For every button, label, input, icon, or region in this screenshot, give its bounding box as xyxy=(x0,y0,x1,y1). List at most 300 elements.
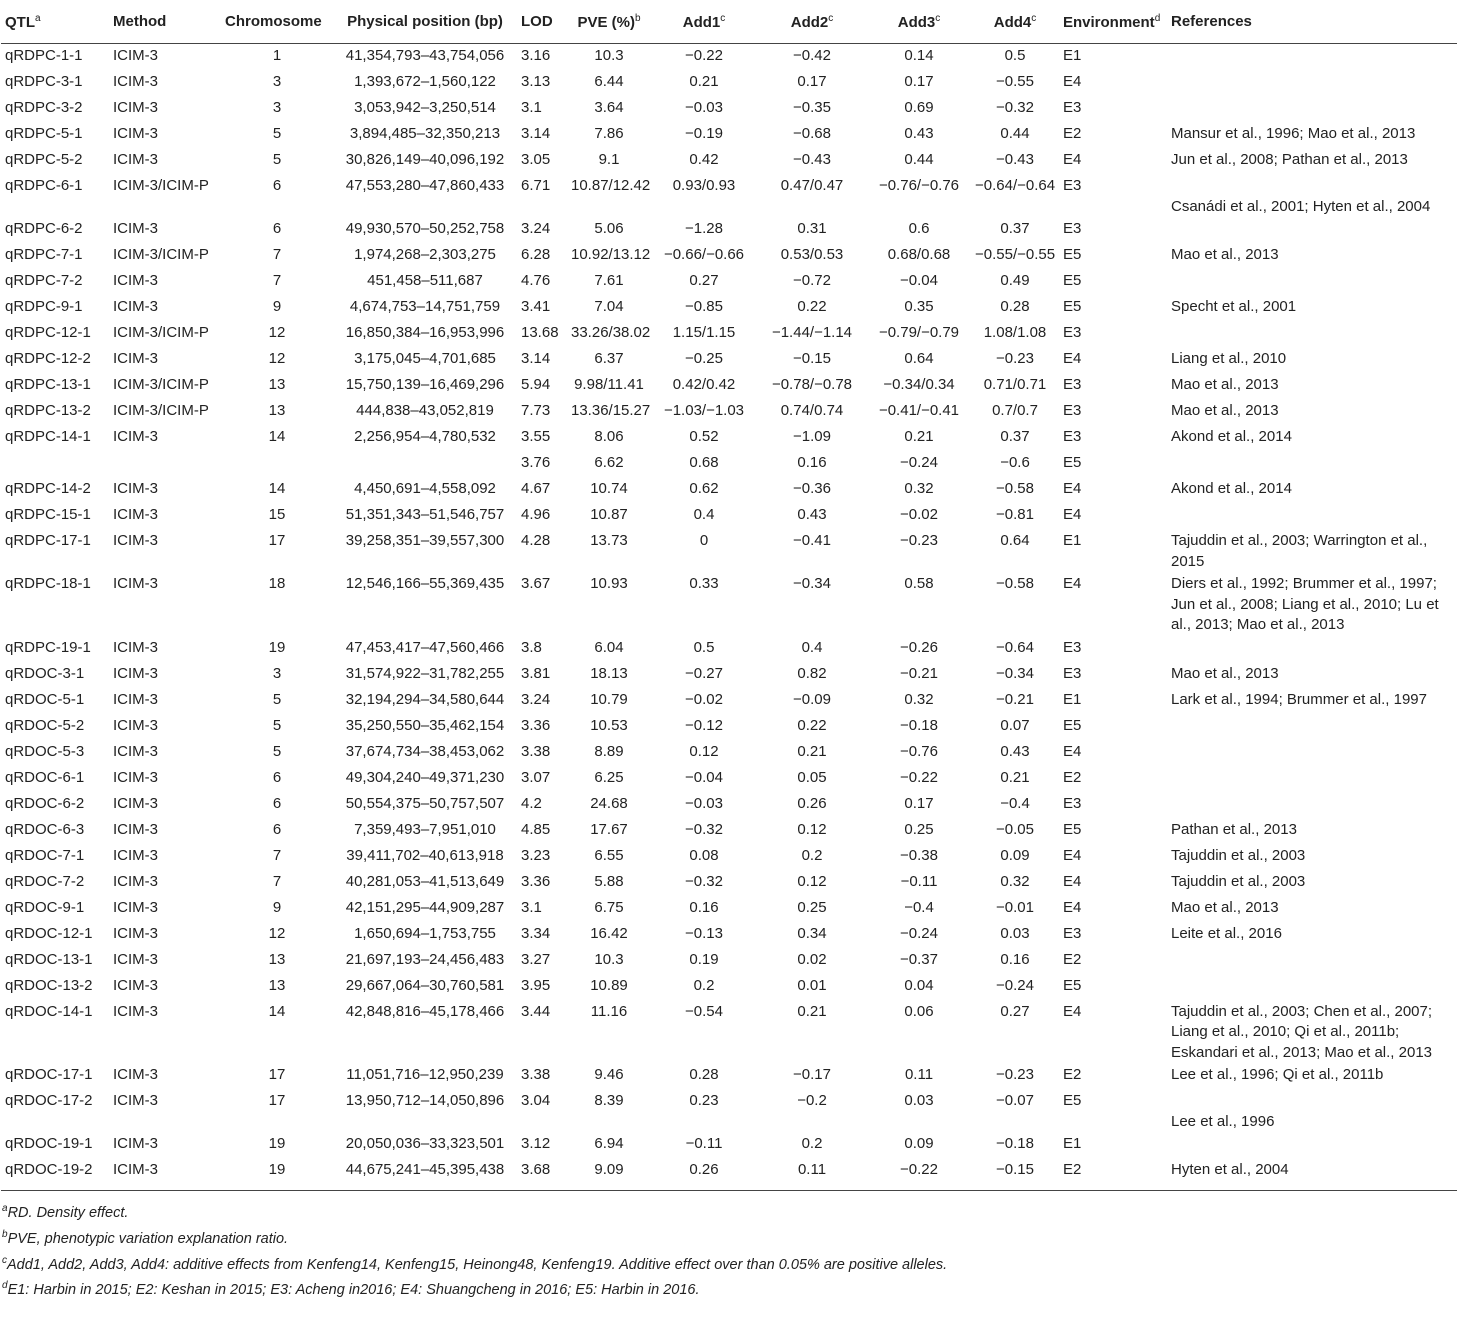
cell-add3: 0.32 xyxy=(904,480,934,497)
cell-add1: 0.42/0.42 xyxy=(672,376,736,393)
cell-add3: −0.26 xyxy=(900,638,938,656)
cell-add3: 0.03 xyxy=(904,1092,934,1109)
table-row xyxy=(1,1089,1457,1132)
cell-method: ICIM-3 xyxy=(113,575,158,592)
cell-add1: −1.28 xyxy=(685,220,723,237)
cell-method: ICIM-3 xyxy=(113,716,158,734)
table-row xyxy=(1,122,1457,148)
cell-references xyxy=(1167,636,1457,662)
col-lod: LOD xyxy=(517,0,567,44)
cell-add3: 0.17 xyxy=(904,73,934,90)
cell-add2: −0.34 xyxy=(793,575,831,592)
cell-qtl: qRDOC-6-2 xyxy=(5,794,85,812)
cell-references: Lark et al., 1994; Brummer et al., 1997 xyxy=(1171,690,1427,708)
cell-references: Diers et al., 1992; Brummer et al., 1997; Jun et al., 2008; Liang et al., 2010; Lu et al., 2013; Mao et al., 2013 xyxy=(1171,575,1439,633)
cell-add4: 0.71/0.71 xyxy=(983,376,1047,393)
table-row xyxy=(1,399,1457,425)
cell-add3: −0.76 xyxy=(900,742,938,760)
cell-add3: −0.02 xyxy=(900,506,938,523)
cell-lod: 4.67 xyxy=(521,480,551,497)
cell-add2: 0.02 xyxy=(797,950,827,968)
cell-chromosome xyxy=(221,451,333,477)
cell-qtl: qRDPC-9-1 xyxy=(5,298,83,315)
cell-chromosome: 7 xyxy=(272,846,282,864)
cell-lod: 3.95 xyxy=(521,976,551,994)
cell-chromosome: 7 xyxy=(272,246,282,263)
cell-environment: E3 xyxy=(1063,376,1082,393)
cell-add3: −0.21 xyxy=(900,664,938,682)
cell-add2: 0.12 xyxy=(797,820,827,838)
cell-qtl: qRDPC-17-1 xyxy=(5,532,91,549)
cell-pve: 8.39 xyxy=(594,1092,624,1109)
cell-environment: E3 xyxy=(1063,664,1082,682)
cell-chromosome: 19 xyxy=(221,1158,333,1191)
cell-add3: 0.32 xyxy=(904,690,934,708)
cell-pve: 6.62 xyxy=(594,454,624,471)
cell-environment: E4 xyxy=(1063,151,1082,168)
cell-position: 7,359,493–7,951,010 xyxy=(354,820,496,838)
cell-add1: −0.12 xyxy=(685,716,723,734)
cell-pve: 5.06 xyxy=(594,220,624,237)
cell-chromosome: 5 xyxy=(272,716,282,734)
cell-add4: 0.64 xyxy=(1000,532,1030,549)
cell-add3: 0.21 xyxy=(904,428,934,445)
cell-add1: 0.19 xyxy=(689,950,719,968)
cell-method: ICIM-3 xyxy=(113,428,158,445)
cell-lod: 3.38 xyxy=(521,1066,551,1083)
table-row xyxy=(1,896,1457,922)
col-chromosome: Chromosome xyxy=(221,0,333,44)
cell-lod: 6.71 xyxy=(521,177,551,194)
cell-pve: 11.16 xyxy=(590,1002,628,1020)
cell-environment: E5 xyxy=(1063,976,1082,994)
cell-add3: −0.37 xyxy=(900,950,938,968)
cell-lod: 3.23 xyxy=(521,846,551,864)
cell-add4: 0.16 xyxy=(1000,950,1030,968)
cell-add3: 0.11 xyxy=(904,1066,934,1083)
cell-environment: E4 xyxy=(1063,480,1082,497)
cell-add1: −0.22 xyxy=(685,47,723,64)
cell-pve: 13.36/15.27 xyxy=(571,402,651,419)
cell-add2: −1.09 xyxy=(793,428,831,445)
footnote: $^a$RD. Density effect. xyxy=(2,1203,129,1221)
cell-lod: 3.24 xyxy=(521,220,551,237)
cell-add3: 0.35 xyxy=(904,298,934,315)
table-row xyxy=(1,70,1457,96)
cell-add3: −0.4 xyxy=(904,898,934,916)
cell-method: ICIM-3 xyxy=(113,846,158,864)
cell-lod: 3.27 xyxy=(521,950,551,968)
table-row xyxy=(1,1063,1457,1089)
cell-add1: −0.85 xyxy=(685,298,723,315)
cell-position: 15,750,139–16,469,296 xyxy=(345,376,505,393)
cell-chromosome: 13 xyxy=(268,402,286,419)
cell-chromosome: 14 xyxy=(268,480,286,497)
cell-method xyxy=(109,451,221,477)
cell-add3: 0.09 xyxy=(904,1135,934,1152)
cell-references: Mao et al., 2013 xyxy=(1171,246,1279,263)
cell-add4: −0.34 xyxy=(996,664,1034,682)
cell-add3: 0.6 xyxy=(908,220,930,237)
cell-add2: 0.82 xyxy=(797,664,827,682)
cell-method: ICIM-3 xyxy=(113,872,158,890)
cell-add4: −0.55 xyxy=(996,73,1034,90)
cell-position: 12,546,166–55,369,435 xyxy=(345,575,505,592)
cell-add4: −0.58 xyxy=(996,480,1034,497)
cell-qtl: qRDOC-6-3 xyxy=(5,820,85,838)
cell-pve: 10.93 xyxy=(590,575,628,592)
col-add3: Add3$^c$ xyxy=(867,0,971,44)
cell-qtl: qRDPC-12-1 xyxy=(5,324,91,341)
cell-lod: 5.94 xyxy=(521,376,551,393)
cell-lod: 4.96 xyxy=(521,506,551,523)
table-row xyxy=(1,714,1457,740)
cell-references xyxy=(1167,321,1457,347)
cell-lod: 3.34 xyxy=(521,924,551,942)
cell-qtl: qRDPC-5-1 xyxy=(5,125,83,142)
cell-qtl: qRDOC-6-1 xyxy=(5,768,85,786)
cell-add1: 0.28 xyxy=(689,1066,719,1083)
cell-method: ICIM-3 xyxy=(113,820,158,838)
cell-add3: −0.76/−0.76 xyxy=(878,177,960,194)
cell-qtl: qRDPC-15-1 xyxy=(5,506,91,523)
cell-position: 42,151,295–44,909,287 xyxy=(345,898,505,916)
col-add1: Add1$^c$ xyxy=(651,0,757,44)
cell-add2: 0.34 xyxy=(797,924,827,942)
col-references: References xyxy=(1167,0,1457,44)
table-row xyxy=(1,243,1457,269)
cell-add2: 0.2 xyxy=(801,1135,823,1152)
cell-qtl: qRDPC-19-1 xyxy=(5,638,91,656)
footnote: $^d$E1: Harbin in 2015; E2: Keshan in 2015; E3: Acheng in2016; E4: Shuangcheng in 2016; E5: Harbin in 2016. xyxy=(2,1280,700,1299)
cell-chromosome: 7 xyxy=(272,872,282,890)
cell-add4: −0.15 xyxy=(971,1158,1059,1191)
cell-lod: 3.41 xyxy=(521,298,551,315)
cell-chromosome: 6 xyxy=(272,820,282,838)
cell-qtl: qRDOC-14-1 xyxy=(5,1002,93,1020)
cell-references xyxy=(1167,269,1457,295)
cell-add4: 0.32 xyxy=(1000,872,1030,890)
cell-add4: 0.37 xyxy=(1000,220,1030,237)
col-pve: PVE (%)$^b$ xyxy=(567,0,651,44)
cell-lod: 3.38 xyxy=(521,742,551,760)
cell-method: ICIM-3 xyxy=(113,950,158,968)
cell-add4: −0.21 xyxy=(996,690,1034,708)
cell-pve: 6.75 xyxy=(594,898,624,916)
cell-add1: 0.23 xyxy=(689,1092,719,1109)
cell-lod: 4.2 xyxy=(521,794,542,812)
cell-add2: −0.09 xyxy=(793,690,831,708)
cell-pve: 7.61 xyxy=(594,272,624,289)
cell-add2: −0.68 xyxy=(793,125,831,142)
cell-environment: E3 xyxy=(1063,99,1082,116)
table-row xyxy=(1,870,1457,896)
cell-method: ICIM-3/ICIM-P xyxy=(113,246,209,263)
cell-add1: 0.33 xyxy=(689,575,719,592)
cell-add2: 0.21 xyxy=(797,1002,827,1020)
cell-add3: −0.18 xyxy=(900,716,938,734)
table-row xyxy=(1,174,1457,217)
cell-position: 2,256,954–4,780,532 xyxy=(354,428,496,445)
cell-add3: 0.14 xyxy=(904,47,934,64)
cell-add3: −0.41/−0.41 xyxy=(878,402,960,419)
cell-add1: 0.21 xyxy=(689,73,719,90)
cell-add2: 0.53/0.53 xyxy=(780,246,844,263)
cell-add3: 0.69 xyxy=(904,99,934,116)
cell-method: ICIM-3 xyxy=(113,506,158,523)
cell-add1: −0.04 xyxy=(685,768,723,786)
cell-pve: 5.88 xyxy=(594,872,624,890)
cell-references xyxy=(1167,948,1457,974)
cell-environment: E1 xyxy=(1063,47,1082,64)
cell-position: 49,930,570–50,252,758 xyxy=(345,220,505,237)
cell-add2: 0.22 xyxy=(797,298,827,315)
cell-references: Csanádi et al., 2001; Hyten et al., 2004 xyxy=(1171,197,1431,215)
cell-add1: 0.2 xyxy=(693,976,715,994)
cell-method: ICIM-3 xyxy=(113,1066,158,1083)
cell-pve: 10.92/13.12 xyxy=(571,246,651,263)
cell-position: 50,554,375–50,757,507 xyxy=(345,794,505,812)
cell-position: 20,050,036–33,323,501 xyxy=(345,1135,505,1152)
cell-chromosome: 5 xyxy=(272,690,282,708)
cell-qtl: qRDPC-6-1 xyxy=(5,177,83,194)
cell-pve: 9.46 xyxy=(594,1066,624,1083)
cell-chromosome: 17 xyxy=(268,532,286,549)
cell-add4: 0.28 xyxy=(1000,298,1030,315)
cell-method: ICIM-3 xyxy=(113,690,158,708)
cell-pve: 7.04 xyxy=(594,298,624,315)
cell-add3: −0.79/−0.79 xyxy=(878,324,960,341)
cell-add4: 0.37 xyxy=(1000,428,1030,445)
footnotes xyxy=(0,1198,1458,1301)
cell-environment: E5 xyxy=(1063,454,1082,471)
cell-qtl: qRDOC-3-1 xyxy=(5,664,85,682)
cell-add4: 0.09 xyxy=(1000,846,1030,864)
cell-qtl: qRDOC-5-3 xyxy=(5,742,85,760)
cell-pve: 10.87/12.42 xyxy=(571,177,651,194)
cell-pve: 10.74 xyxy=(590,480,628,497)
cell-method: ICIM-3 xyxy=(113,664,158,682)
cell-add1: −0.02 xyxy=(685,690,723,708)
cell-add3: −0.38 xyxy=(900,846,938,864)
cell-lod: 3.55 xyxy=(521,428,551,445)
cell-method: ICIM-3 xyxy=(113,272,158,289)
cell-method: ICIM-3 xyxy=(113,151,158,168)
table-row xyxy=(1,295,1457,321)
cell-add1: 1.15/1.15 xyxy=(672,324,736,341)
cell-qtl: qRDPC-13-2 xyxy=(5,402,91,419)
cell-environment: E3 xyxy=(1063,324,1082,341)
cell-references: Akond et al., 2014 xyxy=(1171,428,1292,445)
col-position: Physical position (bp) xyxy=(333,0,517,44)
cell-references xyxy=(1167,766,1457,792)
cell-environment: E4 xyxy=(1063,575,1082,592)
cell-method: ICIM-3 xyxy=(113,794,158,812)
cell-position: 21,697,193–24,456,483 xyxy=(345,950,505,968)
cell-add2: 0.05 xyxy=(797,768,827,786)
cell-position: 37,674,734–38,453,062 xyxy=(345,742,505,760)
cell-environment: E4 xyxy=(1063,742,1082,760)
cell-add2: −0.15 xyxy=(793,350,831,367)
cell-lod: 4.85 xyxy=(521,820,551,838)
col-add4: Add4$^c$ xyxy=(971,0,1059,44)
cell-method: ICIM-3 xyxy=(113,742,158,760)
cell-add4: −0.23 xyxy=(996,1066,1034,1083)
cell-add1: −0.27 xyxy=(685,664,723,682)
cell-add2: −0.35 xyxy=(793,99,831,116)
cell-add4: −0.01 xyxy=(996,898,1034,916)
cell-add4: 0.5 xyxy=(1004,47,1026,64)
cell-pve: 6.94 xyxy=(594,1135,624,1152)
cell-add2: 0.43 xyxy=(797,506,827,523)
cell-references: Mao et al., 2013 xyxy=(1171,402,1279,419)
cell-add4: −0.64/−0.64 xyxy=(975,177,1056,194)
cell-environment: E5 xyxy=(1063,298,1082,315)
cell-method: ICIM-3 xyxy=(109,1158,221,1191)
cell-add1: −0.03 xyxy=(685,99,723,116)
cell-qtl: qRDPC-14-1 xyxy=(5,428,91,445)
cell-add2: 0.25 xyxy=(797,898,827,916)
cell-add3: 0.64 xyxy=(904,350,934,367)
cell-environment: E1 xyxy=(1063,1135,1082,1152)
cell-add1: −0.66/−0.66 xyxy=(663,246,745,263)
cell-position: 444,838–43,052,819 xyxy=(356,402,494,419)
cell-position: 44,675,241–45,395,438 xyxy=(333,1158,517,1191)
cell-add2: −0.72 xyxy=(793,272,831,289)
cell-add4: −0.18 xyxy=(996,1135,1034,1152)
cell-references xyxy=(1167,44,1457,71)
table-row xyxy=(1,44,1457,71)
cell-add2: 0.17 xyxy=(797,73,827,90)
cell-chromosome: 12 xyxy=(268,924,286,942)
cell-add1: 0.42 xyxy=(689,151,719,168)
cell-add1: 0.68 xyxy=(689,454,719,471)
cell-lod: 13.68 xyxy=(521,324,559,341)
cell-qtl: qRDOC-17-2 xyxy=(5,1092,93,1109)
cell-add1: −0.03 xyxy=(685,794,723,812)
table-row xyxy=(1,347,1457,373)
cell-qtl: qRDOC-5-1 xyxy=(5,690,85,708)
cell-lod: 7.73 xyxy=(521,402,551,419)
cell-qtl: qRDOC-5-2 xyxy=(5,716,85,734)
cell-pve: 8.89 xyxy=(594,742,624,760)
cell-references: Mao et al., 2013 xyxy=(1171,376,1279,393)
cell-add4: 0.03 xyxy=(1000,924,1030,942)
cell-chromosome: 3 xyxy=(272,99,282,116)
header-row xyxy=(1,0,1457,44)
cell-qtl: qRDOC-13-2 xyxy=(5,976,93,994)
cell-position: 32,194,294–34,580,644 xyxy=(345,690,505,708)
cell-method: ICIM-3 xyxy=(113,298,158,315)
cell-position: 3,175,045–4,701,685 xyxy=(354,350,496,367)
cell-chromosome: 6 xyxy=(272,768,282,786)
cell-environment: E3 xyxy=(1063,924,1082,942)
cell-pve: 6.44 xyxy=(594,73,624,90)
cell-pve: 6.55 xyxy=(594,846,624,864)
cell-add3: −0.34/0.34 xyxy=(883,376,955,393)
cell-lod: 3.36 xyxy=(521,872,551,890)
cell-add2: −1.44/−1.14 xyxy=(771,324,853,341)
cell-position: 4,450,691–4,558,092 xyxy=(354,480,496,497)
cell-add4: −0.07 xyxy=(996,1092,1034,1109)
table-row xyxy=(1,1158,1457,1191)
cell-chromosome: 3 xyxy=(272,73,282,90)
cell-method: ICIM-3 xyxy=(113,638,158,656)
cell-add3: −0.22 xyxy=(867,1158,971,1191)
cell-add2: −0.78/−0.78 xyxy=(771,376,853,393)
cell-position: 1,974,268–2,303,275 xyxy=(354,246,496,263)
cell-position: 3,053,942–3,250,514 xyxy=(354,99,496,116)
cell-chromosome: 5 xyxy=(272,151,282,168)
footnote: $^b$PVE, phenotypic variation explanation ratio. xyxy=(2,1228,289,1247)
cell-lod: 3.12 xyxy=(521,1135,551,1152)
cell-method: ICIM-3 xyxy=(113,1135,158,1152)
cell-pve: 7.86 xyxy=(594,125,624,142)
table-row xyxy=(1,740,1457,766)
cell-environment: E3 xyxy=(1063,794,1082,812)
cell-lod: 3.44 xyxy=(521,1002,551,1020)
cell-environment: E2 xyxy=(1063,125,1082,142)
cell-qtl: qRDOC-9-1 xyxy=(5,898,85,916)
cell-add1: 0.08 xyxy=(689,846,719,864)
table-row xyxy=(1,844,1457,870)
cell-environment: E3 xyxy=(1063,428,1082,445)
cell-qtl: qRDOC-12-1 xyxy=(5,924,93,942)
cell-position: 49,304,240–49,371,230 xyxy=(345,768,505,786)
cell-chromosome: 14 xyxy=(268,1002,286,1020)
cell-pve: 10.87 xyxy=(590,506,628,523)
cell-add1: 0.27 xyxy=(689,272,719,289)
cell-chromosome: 14 xyxy=(268,428,286,445)
cell-qtl: qRDOC-19-2 xyxy=(1,1158,109,1191)
cell-add1: −0.32 xyxy=(685,820,723,838)
cell-qtl: qRDPC-5-2 xyxy=(5,151,83,168)
col-environment: Environment$^d$ xyxy=(1059,0,1167,44)
cell-add3: 0.25 xyxy=(904,820,934,838)
cell-method: ICIM-3 xyxy=(113,532,158,549)
cell-environment: E2 xyxy=(1063,768,1082,786)
cell-method: ICIM-3 xyxy=(113,99,158,116)
cell-method: ICIM-3 xyxy=(113,480,158,497)
cell-method: ICIM-3 xyxy=(113,924,158,942)
cell-position: 51,351,343–51,546,757 xyxy=(345,506,505,523)
footnote: $^c$Add1, Add2, Add3, Add4: additive effects from Kenfeng14, Kenfeng15, Heinong48, Kenfeng19. Additive effect over than 0.05% are positive alleles. xyxy=(2,1254,948,1273)
cell-lod: 3.04 xyxy=(521,1092,551,1109)
cell-add3: 0.17 xyxy=(904,794,934,812)
cell-lod: 4.28 xyxy=(521,532,551,549)
cell-chromosome: 9 xyxy=(272,898,282,916)
cell-add1: 0.12 xyxy=(689,742,719,760)
cell-position: 1,650,694–1,753,755 xyxy=(354,924,496,942)
cell-chromosome: 12 xyxy=(268,350,286,367)
table-row xyxy=(1,766,1457,792)
cell-chromosome: 13 xyxy=(268,950,286,968)
cell-add3: 0.68/0.68 xyxy=(887,246,951,263)
cell-add2: 0.74/0.74 xyxy=(780,402,844,419)
cell-chromosome: 1 xyxy=(272,47,282,64)
cell-add3: −0.22 xyxy=(900,768,938,786)
table-row xyxy=(1,1000,1457,1064)
cell-qtl: qRDPC-3-2 xyxy=(5,99,83,116)
cell-position: 451,458–511,687 xyxy=(367,272,483,289)
cell-chromosome: 5 xyxy=(272,742,282,760)
cell-pve: 3.64 xyxy=(594,99,624,116)
table-row xyxy=(1,636,1457,662)
cell-add3: 0.06 xyxy=(904,1002,934,1020)
cell-add2: 0.11 xyxy=(757,1158,867,1191)
cell-references xyxy=(1167,1132,1457,1158)
cell-add1: −1.03/−1.03 xyxy=(663,402,745,419)
